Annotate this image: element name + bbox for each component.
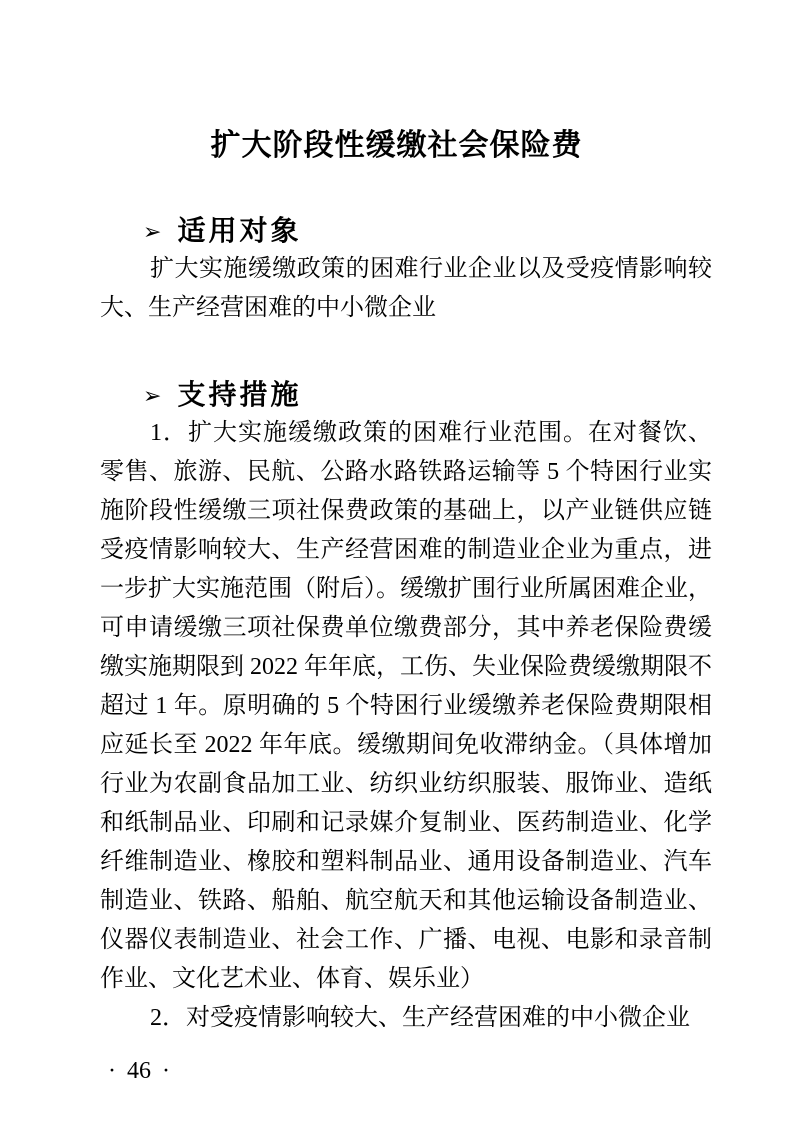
- text-line: 应延长至 2022 年年底。缓缴期间免收滞纳金。（具体增加: [100, 732, 712, 758]
- text-line: 大、生产经营困难的中小微企业: [100, 295, 436, 321]
- text-line: 和纸制品业、印刷和记录媒介复制业、医药制造业、化学: [100, 810, 712, 836]
- text-line: 施阶段性缓缴三项社保费政策的基础上，以产业链供应链: [100, 498, 712, 524]
- section-applicable-targets: [100, 211, 712, 328]
- text-line: 仪器仪表制造业、社会工作、广播、电视、电影和录音制: [100, 927, 712, 953]
- paragraph-applicable-targets: [100, 250, 712, 328]
- section-heading-applicable-targets: [100, 211, 712, 250]
- text-line: 2．对受疫情影响较大、生产经营困难的中小微企业: [150, 1005, 690, 1031]
- paragraph-measure-2: [100, 999, 712, 1038]
- text-line: 可申请缓缴三项社保费单位缴费部分，其中养老保险费缓: [100, 615, 712, 641]
- paragraph-measure-1: [100, 414, 712, 999]
- heading-label: 支持措施: [177, 379, 302, 410]
- page-content: [100, 211, 712, 1038]
- page-number-footer: [100, 1059, 793, 1084]
- arrow-bullet-icon: ➢: [143, 384, 162, 409]
- text-line: 纤维制造业、橡胶和塑料制品业、通用设备制造业、汽车: [100, 849, 712, 875]
- text-line: 一步扩大实施范围（附后）。缓缴扩围行业所属困难企业，: [100, 576, 712, 602]
- text-line: 1．扩大实施缓缴政策的困难行业范围。在对餐饮、: [150, 420, 712, 446]
- page-title: 扩大阶段性缓缴社会保险费: [210, 129, 583, 162]
- text-line: 作业、文化艺术业、体育、娱乐业）: [100, 966, 484, 992]
- section-support-measures: [100, 375, 712, 1038]
- heading-label: 适用对象: [177, 215, 302, 246]
- arrow-bullet-icon: ➢: [143, 220, 162, 245]
- text-line: 行业为农副食品加工业、纺织业纺织服装、服饰业、造纸: [100, 771, 712, 797]
- text-line: 受疫情影响较大、生产经营困难的制造业企业为重点，进: [100, 537, 712, 563]
- section-heading-support-measures: [100, 375, 712, 414]
- footer-dot: ·: [108, 1058, 116, 1084]
- footer-page-number: 46: [127, 1058, 151, 1084]
- text-line: 零售、旅游、民航、公路水路铁路运输等 5 个特困行业实: [100, 459, 712, 485]
- text-line: 超过 1 年。原明确的 5 个特困行业缓缴养老保险费期限相: [100, 693, 712, 719]
- footer-dot: ·: [162, 1058, 170, 1084]
- text-line: 制造业、铁路、船舶、航空航天和其他运输设备制造业、: [100, 888, 712, 914]
- text-line: 扩大实施缓缴政策的困难行业企业以及受疫情影响较: [150, 256, 712, 282]
- text-line: 缴实施期限到 2022 年年底，工伤、失业保险费缓缴期限不: [100, 654, 712, 680]
